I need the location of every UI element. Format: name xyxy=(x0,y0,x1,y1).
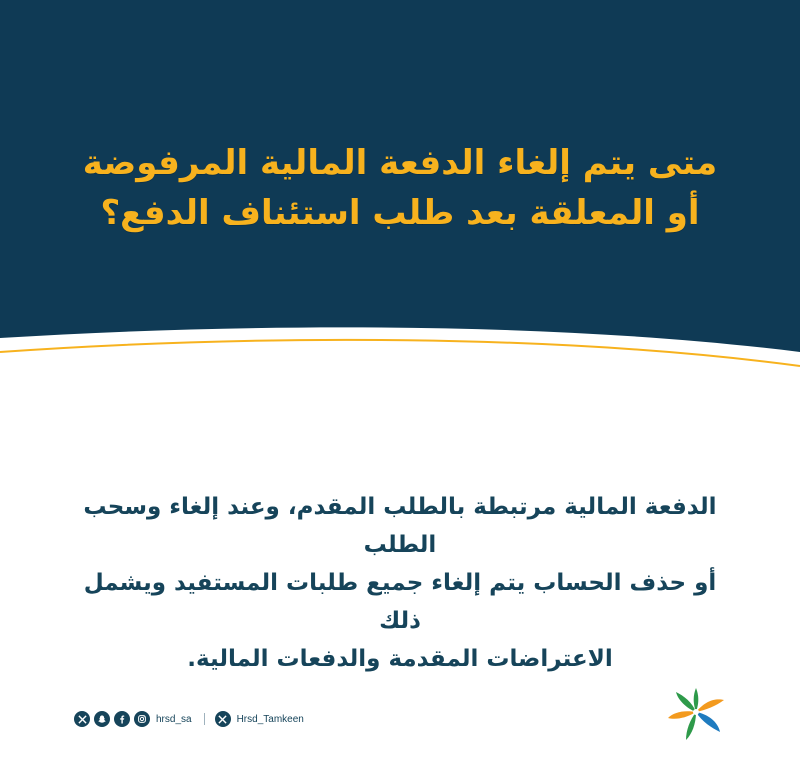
answer-line-3: الاعتراضات المقدمة والدفعات المالية. xyxy=(187,646,613,672)
answer-line-2: أو حذف الحساب يتم إلغاء جميع طلبات المستفيد ويشمل ذلك xyxy=(83,570,717,634)
handle-hrsd-tamkeen[interactable]: Hrsd_Tamkeen xyxy=(236,713,304,725)
headline-line-1: متى يتم إلغاء الدفعة المالية المرفوضة xyxy=(82,143,718,183)
social-bar xyxy=(74,710,312,728)
answer-text xyxy=(80,488,720,678)
footer xyxy=(0,680,800,760)
answer-line-1: الدفعة المالية مرتبطة بالطلب المقدم، وعند إلغاء وسحب الطلب xyxy=(83,494,717,558)
headline xyxy=(40,138,760,238)
x-icon[interactable] xyxy=(215,711,231,727)
snapchat-icon[interactable] xyxy=(94,711,110,727)
x-icon[interactable] xyxy=(74,711,90,727)
instagram-icon[interactable] xyxy=(134,711,150,727)
footer-divider xyxy=(204,713,205,725)
handle-hrsd-sa[interactable]: hrsd_sa xyxy=(156,713,192,725)
facebook-icon[interactable] xyxy=(114,711,130,727)
hrsd-logo-icon xyxy=(662,680,730,748)
headline-line-2: أو المعلقة بعد طلب استئناف الدفع؟ xyxy=(100,193,700,233)
